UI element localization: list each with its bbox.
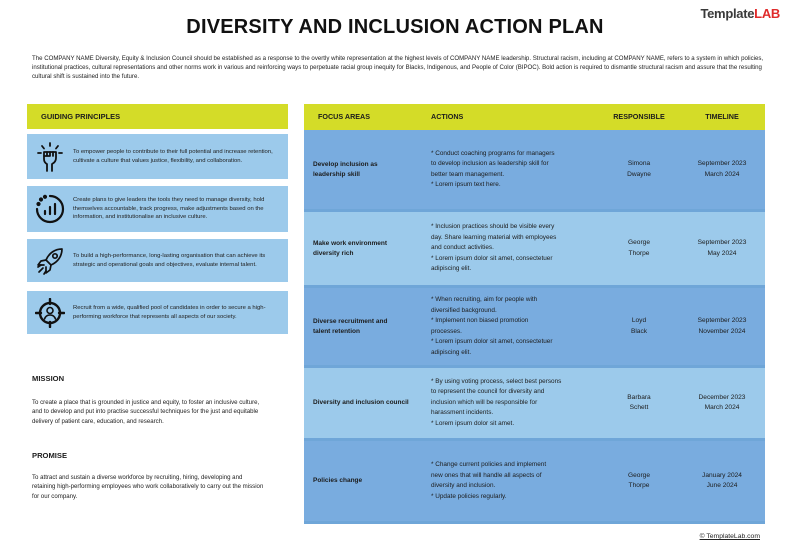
- focus-line: Make work environment: [313, 239, 388, 247]
- focus-line: leadership skill: [313, 170, 360, 178]
- principle-card: [27, 134, 288, 179]
- action-line: * When recruiting, aim for people with: [431, 296, 538, 303]
- timeline-cell: [679, 238, 765, 259]
- action-line: diversified background.: [431, 306, 497, 314]
- principle-text: Recruit from a wide, qualified pool of candidates in order to secure a high-performing workforce that represents all aspects of our society.: [73, 304, 266, 320]
- timeline-line: March 2024: [704, 404, 740, 411]
- table-row: [304, 130, 765, 212]
- timeline-cell: [679, 159, 765, 180]
- action-line: new ones that will handle all aspects of: [431, 471, 542, 479]
- action-line: * Implement non biased promotion: [431, 317, 529, 324]
- responsible-line: Schett: [629, 404, 649, 411]
- focus-line: Develop inclusion as: [313, 160, 378, 168]
- action-line: and conduct activities.: [431, 244, 494, 252]
- responsible-cell: [599, 316, 679, 337]
- guiding-principles-heading: GUIDING PRINCIPLES: [27, 104, 288, 129]
- action-plan-table: [304, 104, 765, 524]
- action-line: day. Share learning material with employees: [431, 233, 557, 241]
- actions-cell: [424, 460, 599, 502]
- responsible-line: Thorpe: [628, 249, 650, 257]
- action-line: adipiscing elit.: [431, 348, 472, 356]
- responsible-line: George: [628, 471, 650, 479]
- header-focus-areas: FOCUS AREAS: [318, 112, 371, 121]
- progress-chart-icon: [27, 194, 73, 224]
- action-line: * Lorem ipsum dolor sit amet, consectetuer: [431, 254, 553, 262]
- table-row: [304, 212, 765, 288]
- rocket-icon: [27, 246, 73, 276]
- promise-heading: PROMISE: [32, 451, 68, 460]
- responsible-cell: [599, 471, 679, 492]
- action-line: better team management.: [431, 170, 505, 178]
- header-timeline: TIMELINE: [705, 111, 739, 121]
- actions-cell: [424, 295, 599, 358]
- responsible-line: George: [628, 239, 650, 246]
- action-line: * By using voting process, select best persons: [431, 377, 562, 385]
- mission-text: To create a place that is grounded in justice and equity, to foster an inclusive culture, and to develop and put into practise successful techniques for the just and equitable delivery of patient care, education, and research.: [32, 399, 260, 425]
- action-line: inclusion which will be responsible for: [431, 398, 538, 406]
- focus-line: Policies change: [313, 477, 363, 484]
- action-line: diversity and inclusion.: [431, 482, 496, 489]
- raised-fist-icon: [27, 142, 73, 172]
- table-row: [304, 441, 765, 524]
- logo-prefix: Template: [700, 6, 755, 21]
- action-line: to represent the council for diversity and: [431, 388, 545, 396]
- focus-line: diversity rich: [313, 249, 354, 257]
- timeline-line: March 2024: [704, 170, 740, 178]
- action-line: processes.: [431, 327, 462, 335]
- intro-paragraph: The COMPANY NAME Diversity, Equity & Inclusion Council should be established as a response to the overtly white representation at the highest levels of COMPANY NAME leadership. Structural racism, including at COMPANY NAME, refers to a system in which policies, institutional practices, cultural representations and other norms work in various and reinforcing ways to perpetuate racial group inequity for Blacks, Indigenous, and People of Color (BIPOC). Bold action is required to dismantle structural racism and assure that the resulting cultural shift is sustained into the future.: [32, 55, 764, 80]
- target-person-icon: [27, 298, 73, 328]
- principle-card: [27, 291, 288, 334]
- responsible-line: Dwayne: [627, 170, 651, 178]
- mission-heading: MISSION: [32, 374, 65, 383]
- action-line: * Update policies regularly.: [431, 492, 507, 500]
- page-title: DIVERSITY AND INCLUSION ACTION PLAN: [186, 16, 604, 38]
- focus-line: Diversity and inclusion council: [313, 399, 409, 406]
- timeline-cell: [679, 316, 765, 337]
- promise-text: To attract and sustain a diverse workforce by recruiting, hiring, developing and retaining high-performing employees who work collaboratively to carry out the mission for our company.: [32, 474, 264, 500]
- timeline-line: January 2024: [702, 471, 742, 479]
- action-line: * Lorem ipsum dolor sit amet.: [431, 419, 515, 427]
- focus-area: [304, 160, 424, 180]
- responsible-line: Loyd: [631, 317, 647, 324]
- principle-card: [27, 239, 288, 282]
- responsible-line: Barbara: [627, 393, 651, 401]
- actions-cell: [424, 149, 599, 191]
- logo-suffix: LAB: [754, 6, 780, 21]
- responsible-line: Simona: [627, 160, 651, 167]
- actions-cell: [424, 377, 599, 430]
- timeline-cell: [679, 393, 765, 414]
- header-responsible: RESPONSIBLE: [613, 111, 665, 121]
- responsible-cell: [599, 159, 679, 180]
- table-header-row: [304, 104, 765, 130]
- responsible-line: Black: [630, 327, 648, 335]
- responsible-cell: [599, 393, 679, 414]
- header-actions: ACTIONS: [431, 111, 464, 121]
- action-line: harassment incidents.: [431, 409, 494, 417]
- focus-area: [304, 317, 424, 337]
- timeline-line: May 2024: [707, 249, 737, 257]
- templatelab-footer-link[interactable]: © TemplateLab.com: [699, 533, 760, 540]
- action-line: to develop inclusion as leadership skill for: [431, 160, 549, 167]
- timeline-line: June 2024: [706, 482, 738, 489]
- action-line: * Inclusion practices should be visible every: [431, 223, 555, 231]
- action-line: * Lorem ipsum dolor sit amet, consectetuer: [431, 338, 553, 345]
- timeline-cell: [679, 471, 765, 492]
- actions-cell: [424, 222, 599, 275]
- action-line: adipiscing elit.: [431, 265, 472, 273]
- principle-card: [27, 186, 288, 232]
- timeline-line: September 2023: [697, 317, 747, 324]
- focus-line: talent retention: [313, 327, 360, 335]
- action-line: * Conduct coaching programs for managers: [431, 149, 555, 157]
- focus-area: [304, 239, 424, 259]
- timeline-line: September 2023: [697, 160, 747, 167]
- action-line: * Change current policies and implement: [431, 461, 547, 468]
- timeline-line: September 2023: [697, 239, 747, 246]
- principle-text: To build a high-performance, long-lasting organisation that can achieve its strategic and operational goals and objectives, evaluate internal talent.: [73, 252, 266, 268]
- action-line: * Lorem ipsum text here.: [431, 181, 501, 188]
- timeline-line: November 2024: [698, 327, 746, 335]
- focus-line: Diverse recruitment and: [313, 317, 388, 325]
- table-row: [304, 288, 765, 368]
- focus-area: [304, 476, 424, 486]
- principle-text: Create plans to give leaders the tools they need to manage diversity, hold themselves accountable, track progress, make adjustments based on the information, and institutionalise an inclusive culture.: [73, 197, 265, 221]
- timeline-line: December 2023: [698, 393, 746, 401]
- responsible-cell: [599, 238, 679, 259]
- responsible-line: Thorpe: [628, 482, 650, 489]
- table-row: [304, 368, 765, 441]
- focus-area: [304, 398, 424, 408]
- principle-text: To empower people to contribute to their full potential and increase retention, cultivate a culture that values justice, flexibility, and collaboration.: [73, 148, 273, 164]
